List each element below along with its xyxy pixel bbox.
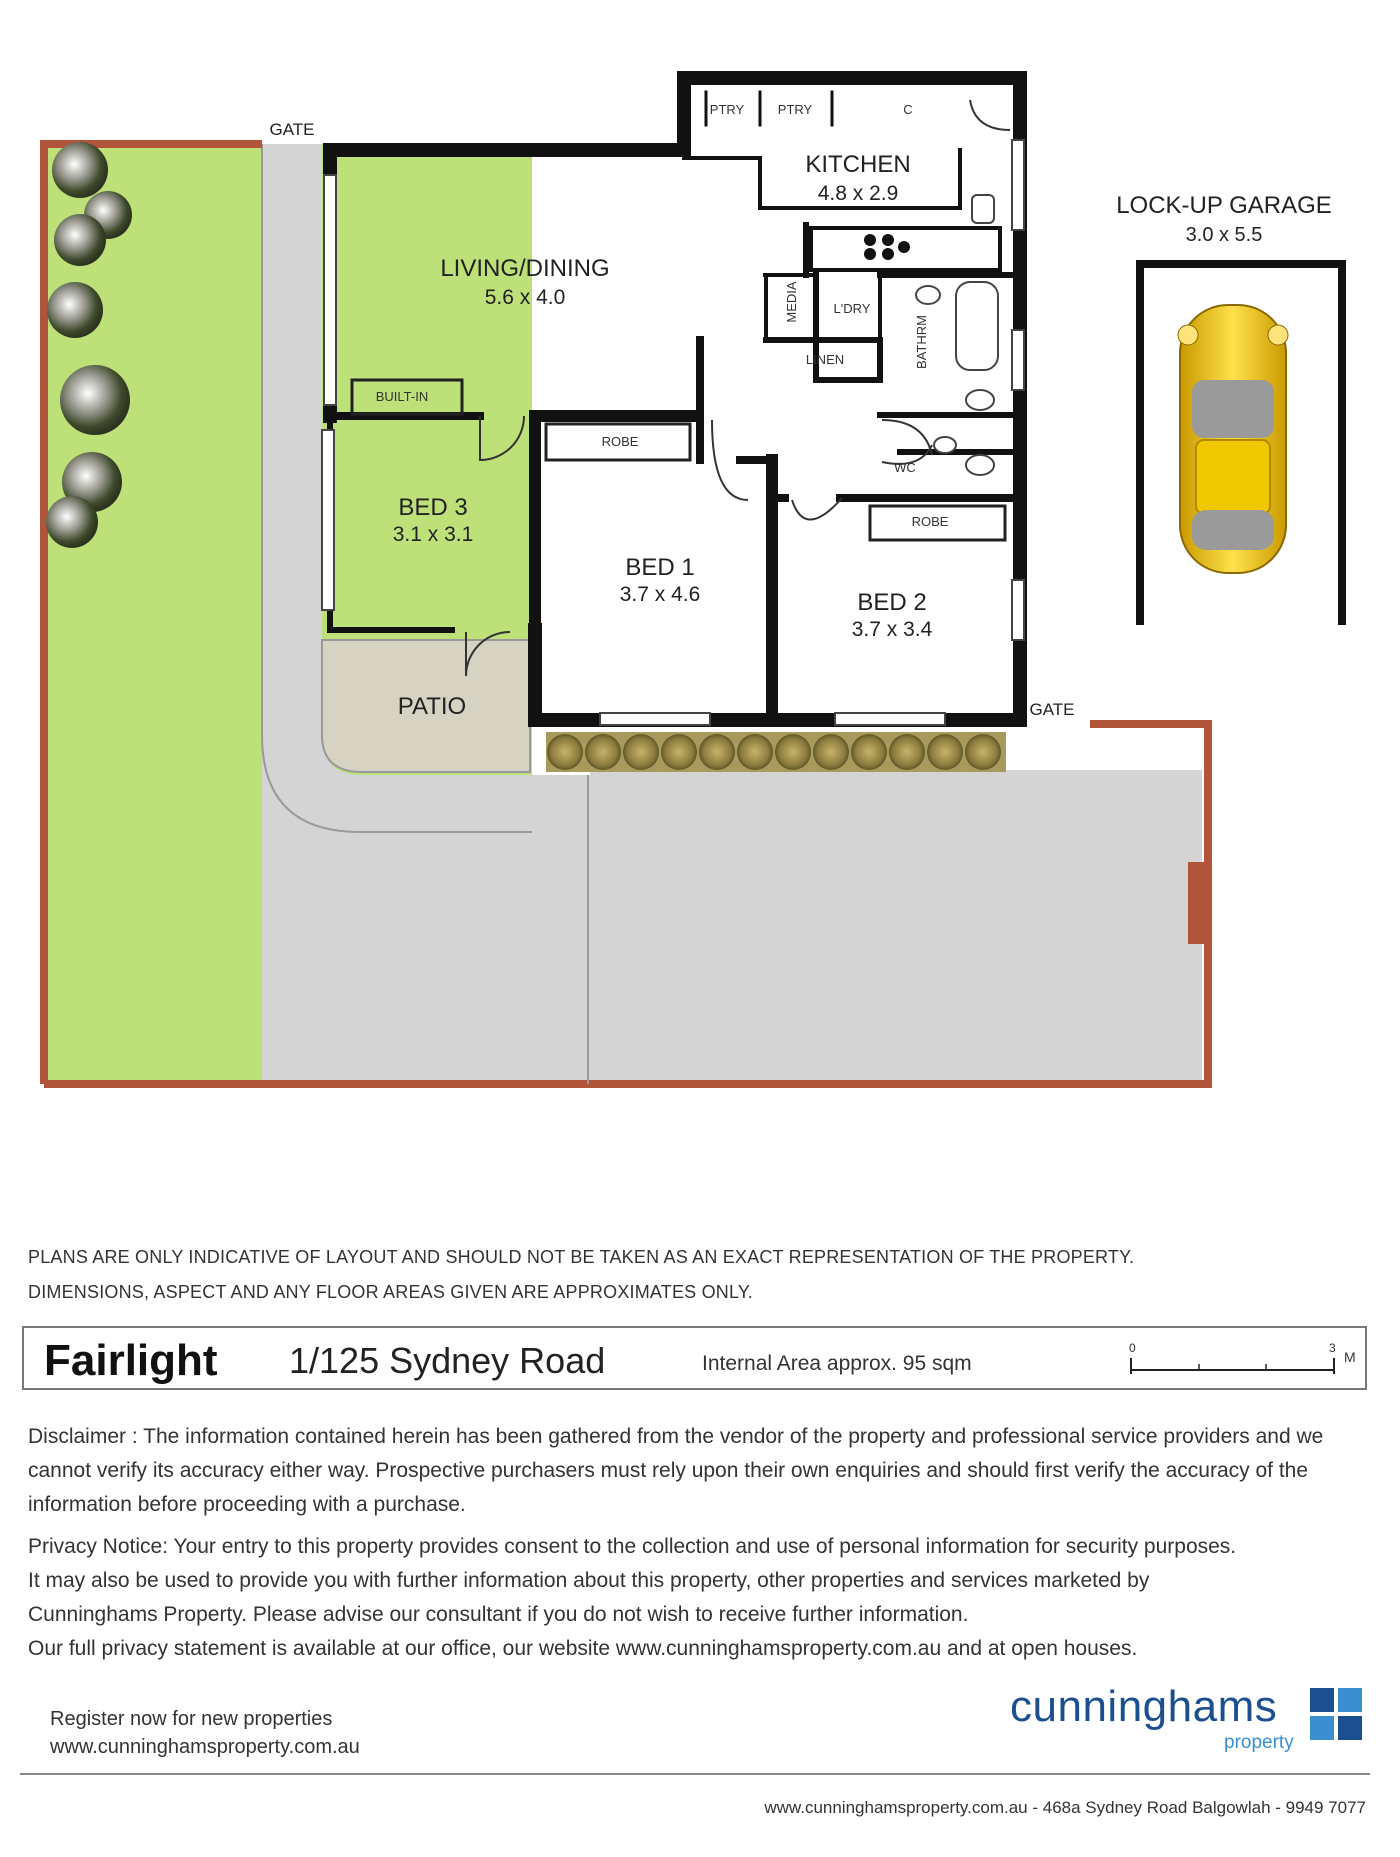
address: 1/125 Sydney Road (289, 1340, 606, 1381)
doors (466, 100, 1010, 676)
linen-label: LINEN (805, 352, 845, 367)
robe-label-2: ROBE (911, 514, 949, 529)
bed3-dims: 3.1 x 3.1 (392, 523, 474, 546)
bed2-dims: 3.7 x 3.4 (851, 618, 933, 641)
robe-label-1: ROBE (601, 434, 639, 449)
c-label: C (903, 102, 913, 117)
brand-sub: property (1224, 1732, 1294, 1753)
suburb-title: Fairlight (44, 1336, 218, 1385)
builtin-label: BUILT-IN (375, 389, 429, 404)
disclaimer: Disclaimer : The information contained herein has been gathered from the vendor of the property and professional service providers and we cannot verify its accuracy either way. Prospective purchasers must rely upon their own enquiries and should first verify the accuracy of the information before proceeding with a purchase. (28, 1425, 1324, 1516)
scale-end: 3 (1329, 1341, 1336, 1355)
living-name: LIVING/DINING (440, 255, 610, 282)
register-block (50, 1705, 360, 1761)
gate-label-2: GATE (1029, 700, 1075, 719)
privacy-notice (28, 1530, 1368, 1666)
scale-unit: M (1344, 1349, 1356, 1365)
hedge-shrub (927, 734, 963, 770)
plan-notice (28, 1240, 1228, 1310)
ptry-label-2: PTRY (777, 102, 813, 117)
scale-bar (1129, 1338, 1359, 1382)
living-dims: 5.6 x 4.0 (484, 286, 566, 309)
bed3-name: BED 3 (398, 494, 468, 521)
hedge-shrub (699, 734, 735, 770)
hedge-shrub (737, 734, 773, 770)
notice-line-1: PLANS ARE ONLY INDICATIVE OF LAYOUT AND SHOULD NOT BE TAKEN AS AN EXACT REPRESENTATION OF THE PROPERTY. (28, 1247, 1135, 1267)
internal-area: Internal Area approx. 95 sqm (702, 1352, 972, 1375)
hedge-shrub (965, 734, 1001, 770)
privacy-line-3: Cunninghams Property. Please advise our consultant if you do not wish to receive further information. (28, 1603, 969, 1626)
garage (1140, 264, 1342, 625)
gate-label-1: GATE (269, 120, 315, 139)
privacy-line-4: Our full privacy statement is available at our office, our website www.cunninghamsproperty.com.au and at open houses. (28, 1637, 1138, 1660)
kitchen-dims: 4.8 x 2.9 (817, 182, 899, 205)
wc-label: WC (894, 460, 916, 475)
brand-logo (1010, 1682, 1370, 1762)
hedge-shrub (813, 734, 849, 770)
privacy-line-2: It may also be used to provide you with further information about this property, other properties and services marketed by (28, 1569, 1150, 1592)
patio-name: PATIO (397, 693, 467, 720)
register-url[interactable]: www.cunninghamsproperty.com.au (50, 1736, 360, 1758)
title-bar (22, 1326, 1367, 1390)
hedge-shrub (851, 734, 887, 770)
hedge-shrub (623, 734, 659, 770)
bed2-name: BED 2 (857, 589, 927, 616)
hedge (546, 732, 1006, 772)
hedge-shrub (661, 734, 697, 770)
hedge-shrub (547, 734, 583, 770)
garage-dims: 3.0 x 5.5 (1185, 224, 1263, 246)
notice-line-2: DIMENSIONS, ASPECT AND ANY FLOOR AREAS GIVEN ARE APPROXIMATES ONLY. (28, 1282, 753, 1302)
laundry-label: L'DRY (833, 301, 871, 316)
kitchen-name: KITCHEN (805, 151, 911, 178)
footer-contact: www.cunninghamsproperty.com.au - 468a Sydney Road Balgowlah - 9949 7077 (764, 1798, 1366, 1817)
car-icon (1178, 305, 1288, 573)
bed1-name: BED 1 (625, 554, 695, 581)
hedge-shrub (585, 734, 621, 770)
brand-name: cunninghams (1010, 1682, 1278, 1731)
bathrm-label: BATHRM (914, 315, 929, 369)
hedge-shrub (775, 734, 811, 770)
fixtures (864, 195, 998, 475)
site-ground (44, 144, 1208, 1084)
register-text: Register now for new properties (50, 1708, 333, 1730)
bed1-dims: 3.7 x 4.6 (619, 583, 701, 606)
ptry-label-1: PTRY (709, 102, 745, 117)
hedge-shrub (889, 734, 925, 770)
garage-name: LOCK-UP GARAGE (1116, 192, 1332, 219)
scale-start: 0 (1129, 1341, 1136, 1355)
privacy-line-1: Privacy Notice: Your entry to this property provides consent to the collection and use of personal information for security purposes. (28, 1535, 1237, 1558)
footer-divider (20, 1773, 1370, 1775)
brand-squares-icon (1310, 1688, 1364, 1742)
media-label: MEDIA (784, 281, 799, 323)
